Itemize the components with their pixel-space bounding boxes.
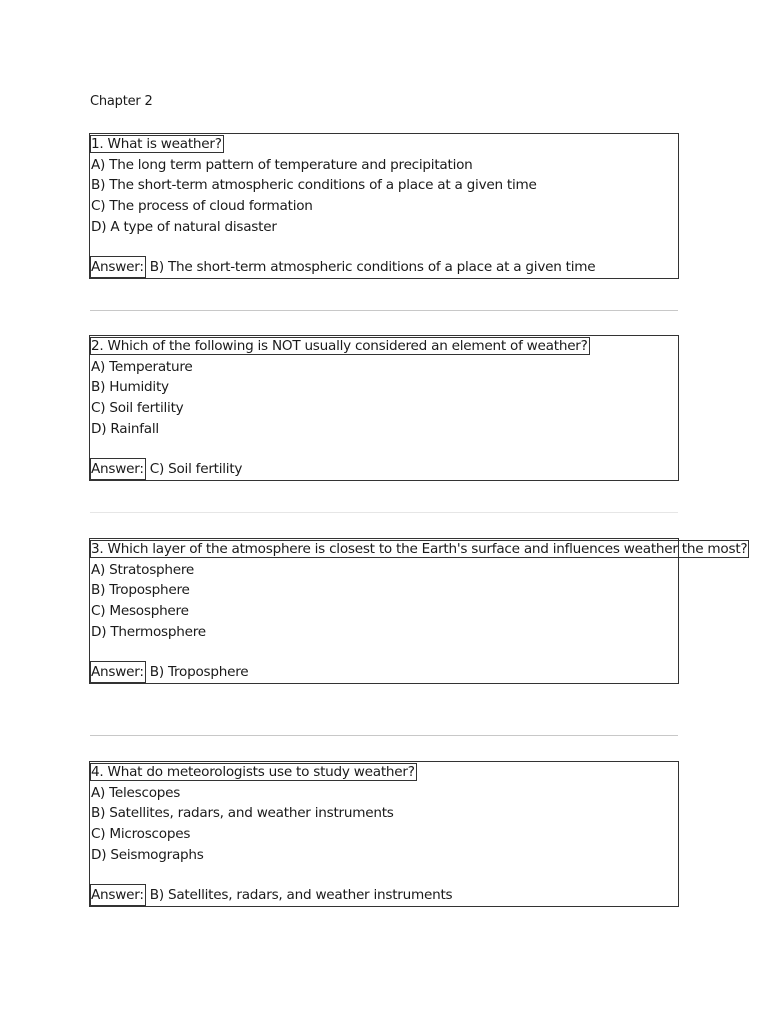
option-4d: D) Seismographs bbox=[91, 846, 204, 863]
option-3d: D) Thermosphere bbox=[91, 623, 206, 640]
option-4b: B) Satellites, radars, and weather instruments bbox=[91, 805, 394, 822]
question-text-1: 1. What is weather? bbox=[91, 136, 222, 152]
answer-label-1: Answer: bbox=[90, 256, 146, 278]
option-2b: B) Humidity bbox=[91, 379, 169, 396]
answer-label-2: Answer: bbox=[90, 458, 146, 480]
question-block-4 bbox=[89, 761, 679, 907]
option-4a: A) Telescopes bbox=[91, 784, 181, 801]
option-1b: B) The short-term atmospheric conditions of a place at a given time bbox=[91, 177, 537, 194]
chapter-heading: Chapter 2 bbox=[90, 94, 153, 109]
option-3c: C) Mesosphere bbox=[91, 603, 189, 620]
option-2c: C) Soil fertility bbox=[91, 400, 184, 417]
option-3b: B) Troposphere bbox=[91, 582, 190, 599]
answer-label-4: Answer: bbox=[90, 884, 146, 906]
divider-2 bbox=[90, 512, 678, 513]
answer-value-2: C) Soil fertility bbox=[149, 460, 243, 477]
answer-row-4 bbox=[90, 884, 678, 906]
answer-value-1: B) The short-term atmospheric conditions of a place at a given time bbox=[149, 258, 596, 275]
answer-row-1 bbox=[90, 256, 678, 278]
answer-row-3 bbox=[90, 661, 678, 683]
answer-value-3: B) Troposphere bbox=[149, 663, 249, 680]
answer-value-4: B) Satellites, radars, and weather instruments bbox=[149, 886, 453, 903]
question-block-1 bbox=[89, 133, 679, 279]
option-2d: D) Rainfall bbox=[91, 420, 159, 437]
question-text-2: 2. Which of the following is NOT usually considered an element of weather? bbox=[91, 338, 588, 354]
option-1d: D) A type of natural disaster bbox=[91, 218, 277, 235]
option-3a: A) Stratosphere bbox=[91, 561, 195, 578]
divider-1 bbox=[90, 310, 678, 311]
question-block-2 bbox=[89, 335, 679, 481]
answer-row-2 bbox=[90, 458, 678, 480]
question-text-3: 3. Which layer of the atmosphere is closest to the Earth's surface and influences weather the most? bbox=[91, 541, 748, 557]
option-2a: A) Temperature bbox=[91, 358, 193, 375]
divider-3 bbox=[90, 735, 678, 736]
question-block-3 bbox=[89, 538, 748, 684]
answer-label-3: Answer: bbox=[90, 661, 146, 683]
option-1c: C) The process of cloud formation bbox=[91, 198, 313, 215]
option-1a: A) The long term pattern of temperature and precipitation bbox=[91, 156, 473, 173]
question-text-4: 4. What do meteorologists use to study weather? bbox=[91, 764, 415, 780]
option-4c: C) Microscopes bbox=[91, 826, 191, 843]
